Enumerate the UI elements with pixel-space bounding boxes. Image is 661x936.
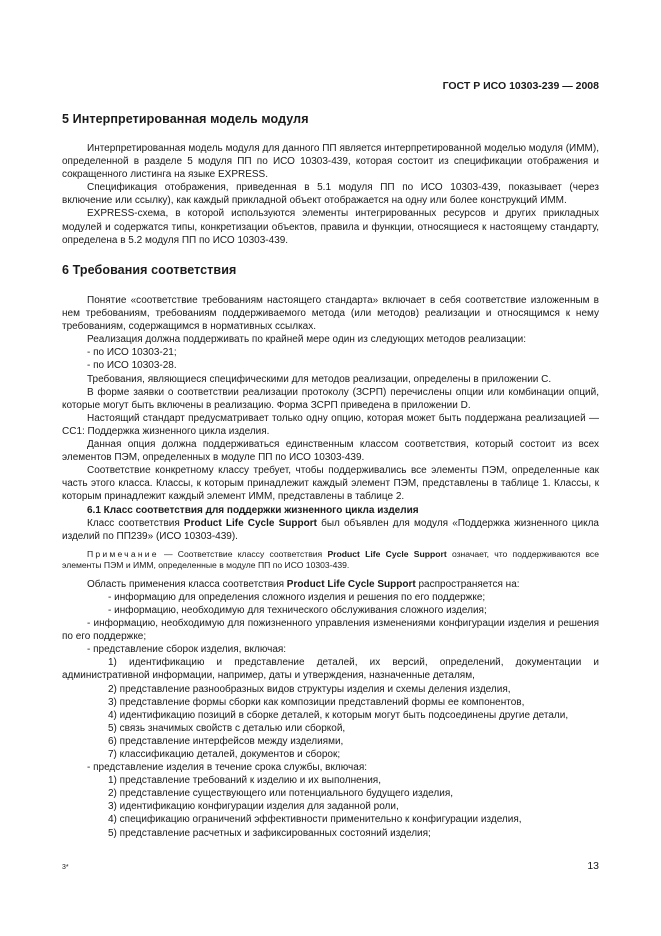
section-5-body	[62, 142, 599, 247]
note: Примечание — Соответствие классу соответствия Product Life Cycle Support означает, что поддерживаются все элементы ПЭМ и ИММ, определенные в модуле ПП по ИСО 10303-439.	[62, 548, 599, 571]
paragraph: EXPRESS-схема, в которой используются элементы интегрированных ресурсов и других прикладных модулей и содержатся типы, конкретизации объектов, правила и функции, относящиеся к настоящему стандарту, определена в 5.2 модуля ПП по ИСО 10303-439.	[62, 208, 599, 246]
numbered-item: 2) представление существующего или потенциального будущего изделия,	[108, 788, 454, 800]
numbered-item: 2) представление разнообразных видов структуры изделия и схемы деления изделия,	[108, 683, 511, 695]
paragraph: Интерпретированная модель модуля для данного ПП является интерпретированной моделью модуля (ИММ), определенной в разделе 5 модуля ПП по ИСО 10303-439, которая состоит из спецификации отображения и сокращенного листинга на языке EXPRESS.	[62, 143, 599, 181]
numbered-item: 5) представление расчетных и зафиксированных состояний изделия;	[108, 827, 431, 839]
subsection-6-1-heading: 6.1 Класс соответствия для поддержки жизненного цикла изделия	[87, 504, 419, 516]
list-item: - представление изделия в течение срока службы, включая:	[87, 762, 368, 774]
list-item: - по ИСО 10303-21;	[87, 347, 177, 359]
paragraph: Спецификация отображения, приведенная в 5.1 модуля ПП по ИСО 10303-439, показывает (через включение или ссылку), как каждый прикладной объект отображается на одну или более конструкций ИММ.	[62, 182, 599, 207]
list-item: - информацию для определения сложного изделия и решения по его поддержке;	[108, 591, 486, 603]
numbered-item: 1) представление требований к изделию и их выполнения,	[108, 775, 381, 787]
section-6-body	[62, 294, 599, 840]
numbered-item: 7) классификацию деталей, документов и сборок;	[108, 749, 341, 760]
paragraph: Понятие «соответствие требованиям настоящего стандарта» включает в себя соответствие изложенным в нем требованиям, требованиям поддерживаемого метода (или методов) реализации и относящимся к нему требованиям, содержащимся в нормативных ссылках.	[62, 295, 599, 333]
numbered-item: 3) идентификацию конфигурации изделия для заданной роли,	[108, 801, 399, 813]
paragraph: Данная опция должна поддерживаться единственным классом соответствия, который состоит из всех элементов ПЭМ, определенных в модуле ПП по ИСО 10303-439.	[62, 439, 599, 464]
list-item: - информацию, необходимую для технического обслуживания сложного изделия;	[108, 604, 487, 616]
paragraph: Требования, являющиеся специфическими для методов реализации, определены в приложении С.	[87, 373, 552, 385]
page-number: 13	[587, 860, 599, 872]
standard-header: ГОСТ Р ИСО 10303-239 — 2008	[442, 80, 599, 92]
list-item: - информацию, необходимую для пожизненного управления изменениями конфигурации изделия и решения по его поддержке;	[62, 618, 599, 643]
paragraph: Реализация должна поддерживать по крайней мере один из следующих методов реализации:	[87, 334, 526, 346]
paragraph: Настоящий стандарт предусматривает только одну опцию, которая может быть поддержана реализацией — СС1: Поддержка жизненного цикла изделия.	[62, 412, 599, 437]
paragraph: Класс соответствия Product Life Cycle Support был объявлен для модуля «Поддержка жизненного цикла изделий по ПП239» (ИСО 10303-439).	[62, 517, 599, 542]
paragraph: Соответствие конкретному классу требует, чтобы поддерживались все элементы ПЭМ, определенные как часть этого класса. Классы, к которым принадлежит каждый элемент ПЭМ, представлены в таблице 1. Классы, к которым принадлежит каждый элемент ИММ, представлены в таблице 2.	[62, 465, 599, 503]
section-6-heading: 6 Требования соответствия	[62, 263, 237, 277]
list-item: - по ИСО 10303-28.	[87, 360, 177, 372]
numbered-item: 6) представление интерфейсов между изделиями,	[108, 735, 344, 747]
signature-mark: 3*	[62, 864, 69, 871]
numbered-item: 1) идентификацию и представление деталей, их версий, определений, документации и административной информации, например, даты и утверждения, назначенные деталям,	[62, 657, 599, 682]
paragraph: Область применения класса соответствия Product Life Cycle Support распространяется на:	[87, 578, 520, 590]
numbered-item: 4) спецификацию ограничений эффективности применительно к конфигурации изделия,	[108, 814, 522, 826]
section-5-heading: 5 Интерпретированная модель модуля	[62, 112, 309, 126]
paragraph: В форме заявки о соответствии реализации протоколу (ЗСРП) перечислены опции или комбинации опций, которые могут быть включены в реализацию. Форма ЗСРП приведена в приложении D.	[62, 386, 599, 411]
numbered-item: 5) связь значимых свойств с деталью или сборкой,	[108, 722, 346, 734]
numbered-item: 3) представление формы сборки как композиции представлений формы ее компонентов,	[108, 696, 525, 708]
list-item: - представление сборок изделия, включая:	[87, 644, 287, 656]
numbered-item: 4) идентификацию позиций в сборке деталей, к которым могут быть подсоединены другие детали,	[108, 709, 569, 721]
